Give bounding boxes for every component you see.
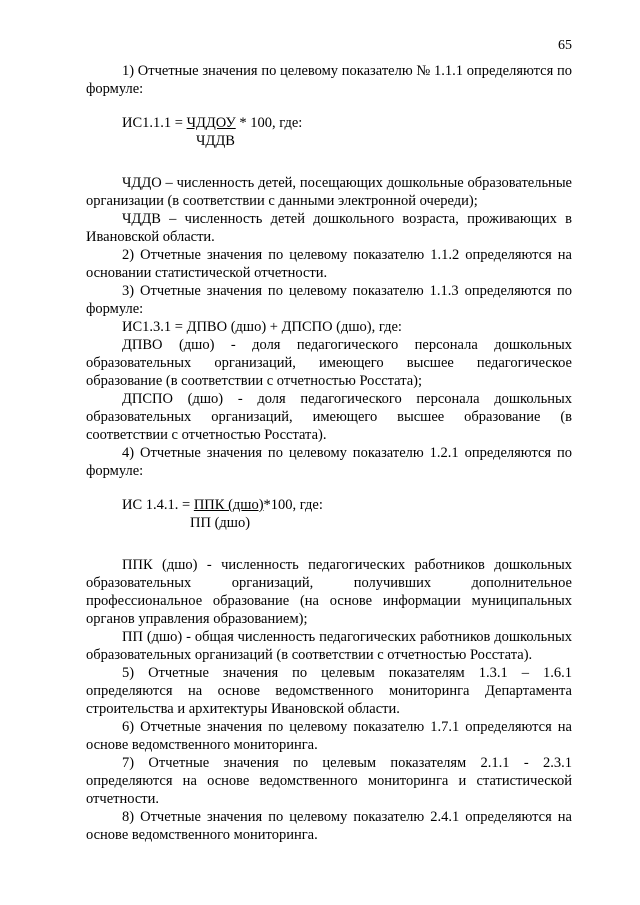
formula-1-prefix: ИС1.1.1 = [122, 115, 187, 131]
definition-chddv: ЧДДВ – численность детей дошкольного возраста, проживающих в Ивановской области. [86, 211, 572, 245]
paragraph-5: 5) Отчетные значения по целевым показателям 1.3.1 – 1.6.1 определяются на основе ведомственного мониторинга Департамента строительства и архитектуры Ивановской области. [86, 665, 572, 717]
definition-chddo: ЧДДО – численность детей, посещающих дошкольные образовательные организации (в соответствии с данными электронной очереди); [86, 175, 572, 209]
definition-ppk: ППК (дшо) - численность педагогических работников дошкольных образовательных организаций, получивших дополнительное профессиональное образование (на основе информации муниципальных органов управления образованием); [86, 557, 572, 627]
formula-1 [86, 114, 572, 132]
formula-3-numerator: ППК (дшо) [193, 497, 264, 513]
formula-2: ИС1.3.1 = ДПВО (дшо) + ДПСПО (дшо), где: [122, 319, 402, 335]
paragraph-4: 4) Отчетные значения по целевому показателю 1.2.1 определяются по формуле: [86, 445, 572, 479]
paragraph-6: 6) Отчетные значения по целевому показателю 1.7.1 определяются на основе ведомственного мониторинга. [86, 719, 572, 753]
formula-3-prefix: ИС 1.4.1. = [122, 497, 194, 513]
paragraph-2: 2) Отчетные значения по целевому показателю 1.1.2 определяются на основании статистической отчетности. [86, 247, 572, 281]
formula-1-numerator: ЧДДОУ [186, 115, 236, 131]
formula-1-suffix: * 100, где: [235, 115, 303, 131]
formula-3-suffix: *100, где: [263, 497, 323, 513]
formula-1-denominator: ЧДДВ [196, 133, 235, 149]
paragraph-8: 8) Отчетные значения по целевому показателю 2.4.1 определяются на основе ведомственного мониторинга. [86, 809, 572, 843]
formula-3 [86, 496, 572, 514]
paragraph-7: 7) Отчетные значения по целевым показателям 2.1.1 - 2.3.1 определяются на основе ведомственного мониторинга и статистической отчетности. [86, 755, 572, 807]
paragraph-1: 1) Отчетные значения по целевому показателю № 1.1.1 определяются по формуле: [86, 63, 572, 97]
document-body [86, 62, 572, 844]
page-number: 65 [558, 38, 572, 53]
definition-dpspo: ДПСПО (дшо) - доля педагогического персонала дошкольных образовательных организаций, имеющего высшее образование (в соответствии с отчетностью Росстата). [86, 391, 572, 443]
formula-3-denominator: ПП (дшо) [190, 515, 251, 531]
paragraph-3: 3) Отчетные значения по целевому показателю 1.1.3 определяются по формуле: [86, 283, 572, 317]
definition-dpvo: ДПВО (дшо) - доля педагогического персонала дошкольных образовательных организаций, имеющего высшее педагогическое образование (в соответствии с отчетностью Росстата); [86, 337, 572, 389]
definition-pp: ПП (дшо) - общая численность педагогических работников дошкольных образовательных организаций (в соответствии с отчетностью Росстата). [86, 629, 572, 663]
